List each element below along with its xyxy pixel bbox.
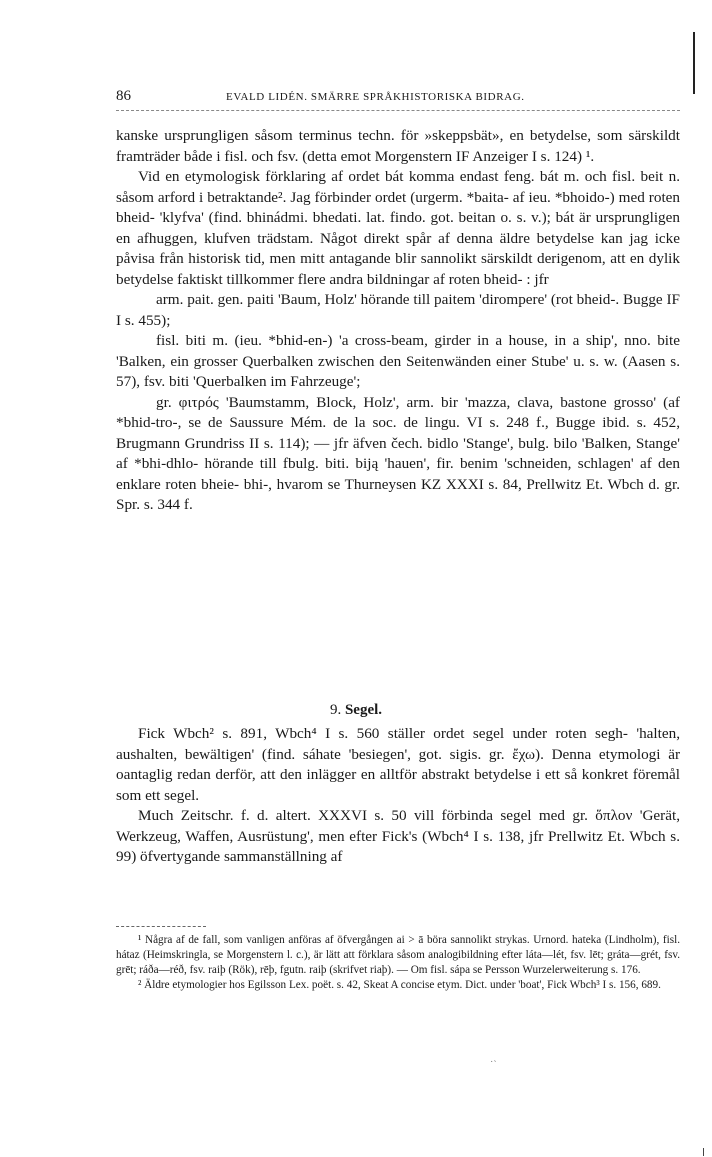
footnote: ² Äldre etymologier hos Egilsson Lex. poët. s. 42, Skeat A concise etym. Dict. under 'boat', Fick Wbch³ I s. 156, 689. [138, 979, 661, 991]
paragraph: kanske ursprungligen såsom terminus techn. för »skeppsbät», en betydelse, som särskildt framträder både i fisl. och fsv. (detta emot Morgenstern IF Anzeiger I s. 124) ¹. [116, 127, 680, 165]
footnote-rule [116, 926, 206, 927]
running-head: EVALD LIDÉN. SMÄRRE SPRÅKHISTORISKA BIDRAG. [226, 91, 525, 103]
paragraph: fisl. biti m. (ieu. *bhid-en-) 'a cross-beam, girder in a house, in a ship', nno. bite 'Balken, ein grosser Querbalken zwischen den Seitenwänden einer Stube' u. s. w. (Aasen s. 57), fsv. biti 'Querbalken im Fahrzeuge'; [116, 332, 680, 390]
paragraph: Fick Wbch² s. 891, Wbch⁴ I s. 560 ställer ordet segel under roten segh- 'halten, aushalten, bewältigen' (find. sáhate 'besiegen', got. sigis. gr. ἔχω). Denna etymologi är oantaglig redan derför, att den inlägger en alltför abstrakt betydelse i ett så konkret föremål som ett segel. [116, 725, 680, 804]
section-body [116, 724, 680, 868]
header-rule [116, 110, 680, 111]
footnotes [116, 933, 680, 993]
footnote: ¹ Några af de fall, som vanligen anföras af öfvergången ai > ā böra sannolikt strykas. Urnord. hateka (Lindholm), fisl. hátaz (Heimskringla, se Morgenstern l. c.), är lätt att förklara såsom analogibildning efter láta—lét, fsv. lēt; gráta—grét, fsv. grēt; ráða—réð, fsv. raiþ (Rök), rēþ, fgutn. raiþ (skrifvet riaþ). — Om fisl. sápa se Persson Wurzelerweiterung s. 176. [116, 934, 680, 976]
stray-mark: ˙ˋ [490, 1060, 497, 1071]
paragraph: arm. pait. gen. paiti 'Baum, Holz' hörande till paitem 'dirompere' (rot bheid-. Bugge IF I s. 455); [116, 291, 680, 329]
section-number: 9. [329, 702, 342, 718]
paragraph: gr. φιτρός 'Baumstamm, Block, Holz', arm. bir 'mazza, clava, bastone grosso' (af *bhid-tro-, se de Saussure Mém. de la soc. de lingu. VI s. 248 f., Bugge ibid. s. 452, Brugmann Grundriss II s. 114); — jfr äfven čech. bidlo 'Stange', bulg. bilo 'Balken, Stange' af *bhi-dhlo- hörande till fbulg. biti. biją 'hauen', fir. benim 'schneiden, schlagen' af den enklare roten bheie- bhi-, hvarom se Thurneysen KZ XXXI s. 84, Prellwitz Et. Wbch d. gr. Spr. s. 344 f. [116, 393, 680, 513]
page-header [116, 88, 680, 108]
body-text [116, 126, 680, 516]
margin-line [693, 32, 695, 94]
paragraph: Much Zeitschr. f. d. altert. XXXVI s. 50 vill förbinda segel med gr. ὅπλον 'Gerät, Werkzeug, Waffen, Ausrüstung', men efter Fick's (Wbch⁴ I s. 138, jfr Prellwitz Et. Wbch s. 99) öfvertygande sammanställning af [116, 807, 680, 865]
section-title: Segel. [344, 702, 383, 718]
paragraph: Vid en etymologisk förklaring af ordet bát komma endast feng. bát m. och fisl. beit n. såsom arford i betraktande². Jag förbinder ordet (urgerm. *baita- af ieu. *bhoido-) med roten bheid- 'klyfva' (find. bhinádmi. bhedati. lat. findo. got. beitan o. s. v.); bát är ursprungligen en afhuggen, klufven trädstam. Något direkt spår af denna äldre betydelse kan jag icke påvisa från historisk tid, men mitt antagande blir sannolikt särskildt derigenom, att en dylik betydelse faktiskt tillkommer flere andra bildningar af roten bheid- : jfr [116, 168, 680, 288]
page-number: 86 [116, 88, 131, 104]
section-heading [0, 702, 712, 719]
edge-mark [703, 1148, 704, 1156]
